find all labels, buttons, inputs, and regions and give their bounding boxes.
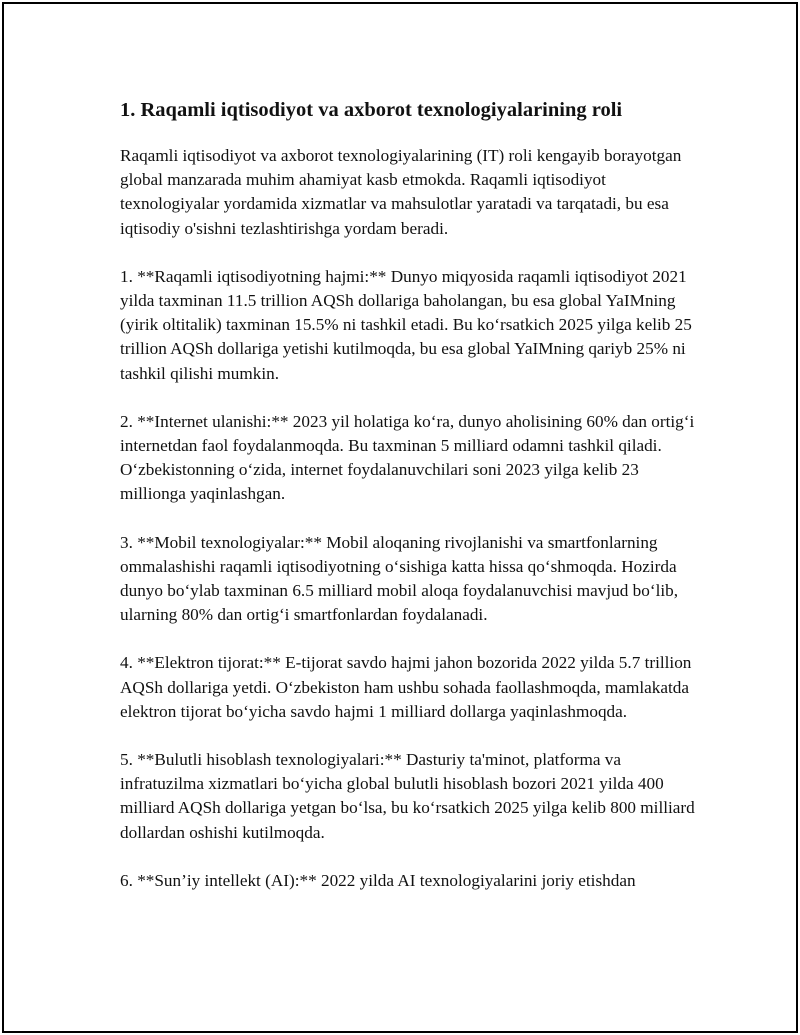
paragraph-e-commerce: 4. **Elektron tijorat:** E-tijorat savdo hajmi jahon bozorida 2022 yilda 5.7 trillion AQSh dollariga yetdi. O‘zbekiston ham ushbu sohada faollashmoqda, mamlakatda elektron tijorat bo‘yicha savdo hajmi 1 milliard dollarga yaqinlashmoqda. xyxy=(120,653,692,721)
document-page xyxy=(2,2,798,1033)
intro-paragraph: Raqamli iqtisodiyot va axborot texnologiyalarining (IT) roli kengayib borayotgan global manzarada muhim ahamiyat kasb etmokda. Raqamli iqtisodiyot texnologiyalar yordamida xizmatlar va mahsulotlar yaratadi va tarqatadi, bu esa iqtisodiy o'sishni tezlashtirishga yordam beradi. xyxy=(120,146,682,238)
section-heading: 1. Raqamli iqtisodiyot va axborot texnologiyalarining roli xyxy=(120,99,623,121)
paragraph-internet-connectivity: 2. **Internet ulanishi:** 2023 yil holatiga ko‘ra, dunyo aholisining 60% dan ortig‘i internetdan faol foydalanmoqda. Bu taxminan 5 milliard odamni tashkil qiladi. O‘zbekistonning o‘zida, internet foydalanuvchilari soni 2023 yilga kelib 23 millionga yaqinlashgan. xyxy=(120,411,695,504)
paragraph-cloud-computing: 5. **Bulutli hisoblash texnologiyalari:** Dasturiy ta'minot, platforma va infratuzilma xizmatlari bo‘yicha global bulutli hisoblash bozori 2021 yilda 400 milliard AQSh dollariga yetgan bo‘lsa, bu ko‘rsatkich 2025 yilga kelib 800 milliard dollardan oshishi kutilmoqda. xyxy=(120,750,695,842)
paragraph-digital-economy-size: 1. **Raqamli iqtisodiyotning hajmi:** Dunyo miqyosida raqamli iqtisodiyot 2021 yilda taxminan 11.5 trillion AQSh dollariga baholangan, bu esa global YaIMning (yirik oltitalik) taxminan 15.5% ni tashkil etadi. Bu ko‘rsatkich 2025 yilga kelib 25 trillion AQSh dollariga yetishi kutilmoqda, bu esa global YaIMning qariyb 25% ni tashkil qilishi mumkin. xyxy=(120,266,692,383)
paragraph-artificial-intelligence: 6. **Sun’iy intellekt (AI):** 2022 yilda AI texnologiyalarini joriy etishdan xyxy=(120,870,636,890)
document-content xyxy=(120,96,700,917)
paragraph-mobile-technologies: 3. **Mobil texnologiyalar:** Mobil aloqaning rivojlanishi va smartfonlarning ommalashishi raqamli iqtisodiyotning o‘sishiga katta hissa qo‘shmoqda. Hozirda dunyo bo‘ylab taxminan 6.5 milliard mobil aloqa foydalanuvchisi mavjud bo‘lib, ularning 80% dan ortig‘i smartfonlardan foydalanadi. xyxy=(120,532,679,625)
